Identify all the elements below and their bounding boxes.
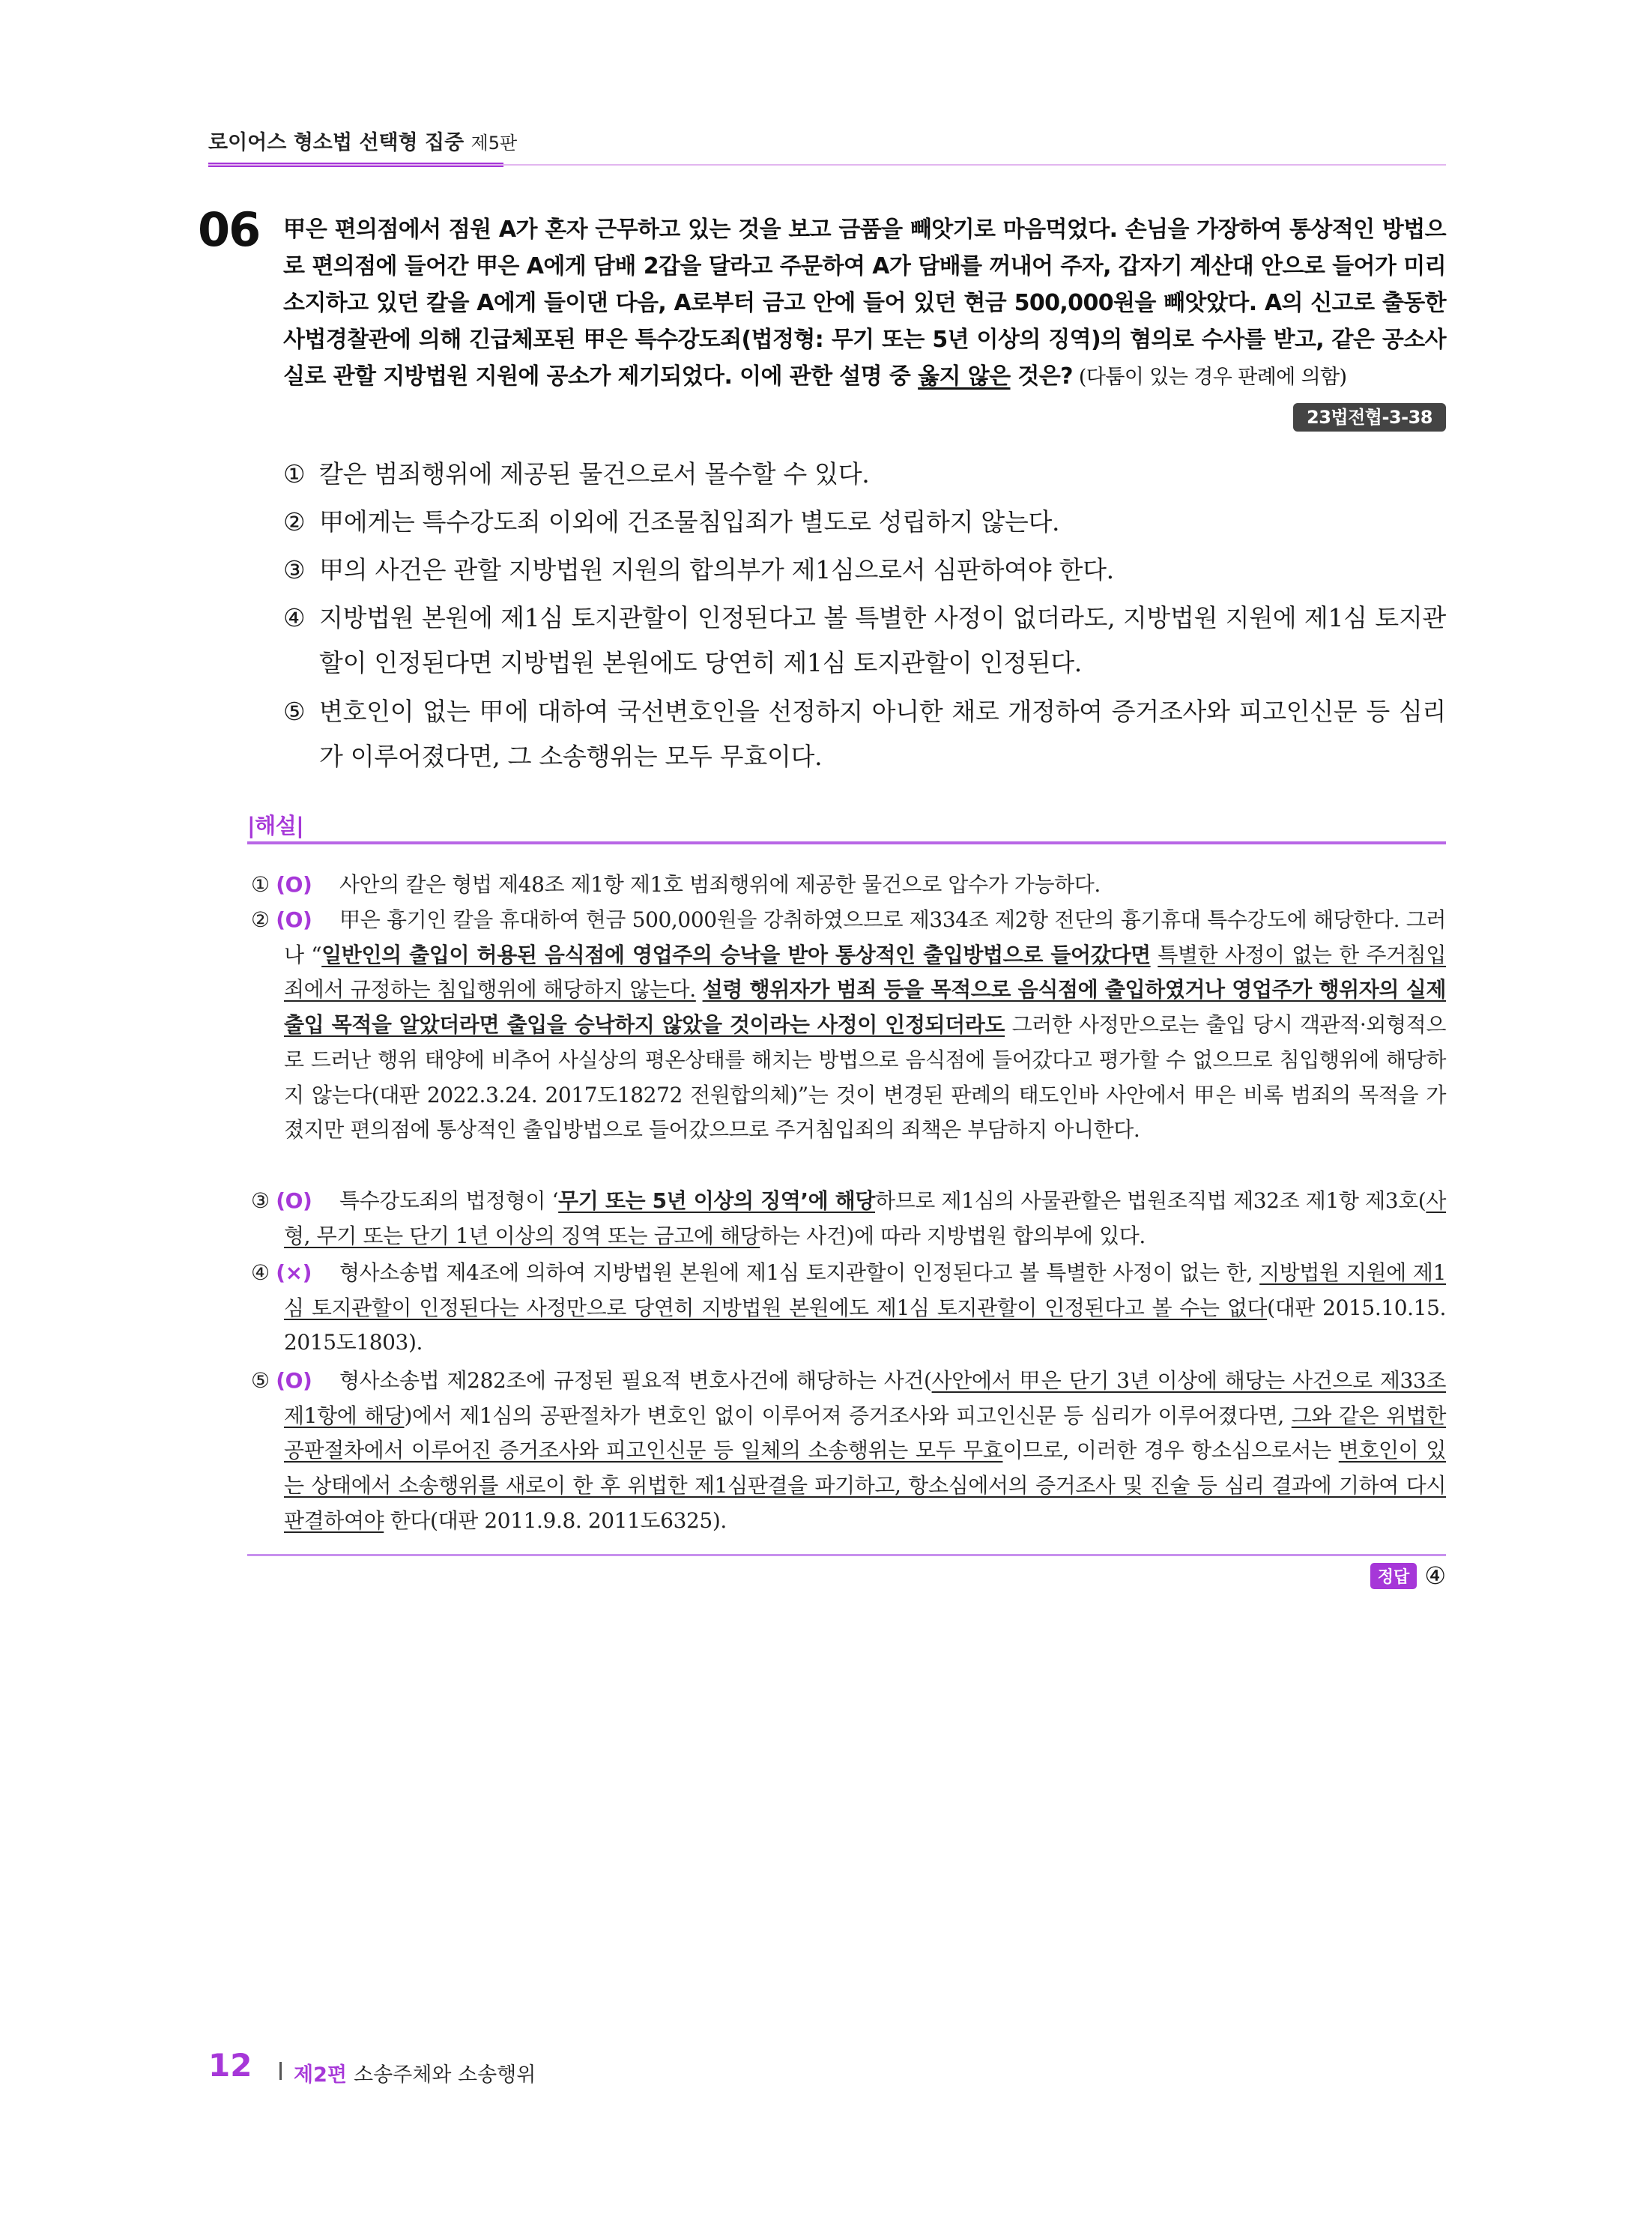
explanation-title: |해설| [247, 813, 304, 838]
option-2 [283, 500, 1446, 545]
explanation-top-rule [247, 841, 1446, 844]
body-text: )에서 제1심의 공판절차가 변호인 없이 이루어져 증거조사와 피고인신문 등 심리가 이루어졌다면, [404, 1403, 1292, 1428]
edition-label: 제5판 [471, 133, 518, 154]
body-text: 甲은 흉기인 칼을 휴대하여 현금 500,000원을 강취하였으므로 제334조 제2항 전단의 흉기휴대 특수강도에 해당한다. 그러나 “ [284, 907, 1446, 967]
source-badge: 23법전협-3-38 [1293, 403, 1446, 432]
correct-mark: (O) [276, 872, 312, 897]
option-text: 甲의 사건은 관할 지방법원 지원의 합의부가 제1심으로서 심판하여야 한다. [319, 555, 1114, 584]
explanation-number: ④ [251, 1260, 270, 1285]
option-text: 甲에게는 특수강도죄 이외에 건조물침입죄가 별도로 성립하지 않는다. [319, 507, 1060, 536]
correct-mark: (O) [276, 907, 312, 932]
underlined-text: 사형, 무기 또는 단기 1년 이상의 징역 또는 금고에 해당 [284, 1188, 1446, 1248]
footer-separator [279, 2062, 282, 2080]
body-text [1151, 943, 1158, 967]
underlined-text: 설령 행위자가 범죄 등을 목적으로 음식점에 출입하였거나 영업주가 행위자의 실제 출입 목적을 알았더라면 출입을 승낙하지 않았을 것이라는 사정이 인정되더라도 [284, 977, 1446, 1038]
underlined-text: 무기 또는 5년 이상의 징역’에 해당 [558, 1188, 876, 1213]
footer-chapter-title: 소송주체와 소송행위 [354, 2063, 536, 2087]
option-text: 지방법원 본원에 제1심 토지관할이 인정된다고 볼 특별한 사정이 없더라도, 지방법원 지원에 제1심 토지관할이 인정된다면 지방법원 본원에도 당연히 제1심 토지관할이 인정된다. [319, 603, 1446, 677]
header-divider [208, 164, 1446, 166]
body-text: 이므로, 이러한 경우 항소심으로서는 [1002, 1438, 1339, 1463]
running-header [208, 126, 517, 155]
explanation-body [251, 868, 1446, 903]
underlined-text: 변호인이 있는 상태에서 소송행위를 새로이 한 후 위법한 제1심판결을 파기하고, 항소심에서의 증거조사 및 진술 등 심리 결과에 기하여 다시 판결하여야 [284, 1438, 1446, 1533]
explanation-item-1 [251, 868, 1446, 903]
explanation-number: ① [251, 872, 270, 897]
explanation-body [251, 903, 1446, 1148]
body-text: 형사소송법 제282조에 규정된 필요적 변호사건에 해당하는 사건( [339, 1368, 932, 1393]
option-number: ⑤ [283, 697, 306, 726]
underlined-text: 일반인의 출입이 허용된 음식점에 영업주의 승낙을 받아 통상적인 출입방법으로 들어갔다면 [321, 942, 1151, 967]
option-1 [283, 452, 1446, 497]
underlined-text: 특별한 사정이 없는 한 주거침입죄에서 규정하는 침입행위에 해당하지 않는다. [284, 942, 1446, 1002]
body-text: 그러한 사정만으로는 출입 당시 객관적·외형적으로 드러난 행위 태양에 비추어 사실상의 평온상태를 해치는 방법으로 음식점에 들어갔다고 평가할 수 없으므로 침입행위에 해당하지 않는다(대판 2022.3.24. 2017도18272 전원합의체)”는 것이 변경된 판례의 태도인바 사안에서 甲은 비록 범죄의 목적을 가졌지만 편의점에 통상적인 출입방법으로 들어갔으므로 주거침입죄의 죄책은 부담하지 아니한다. [284, 1012, 1446, 1143]
option-number: ④ [283, 603, 306, 632]
question-text-end: 것은? [1010, 363, 1073, 390]
underlined-text: 사안에서 甲은 단기 3년 이상에 해당는 사건으로 제33조 제1항에 해당 [284, 1368, 1446, 1428]
body-text: 하는 사건)에 따라 지방법원 합의부에 있다. [760, 1223, 1146, 1248]
footer-part-label: 제2편 [294, 2063, 347, 2087]
question-stem [283, 211, 1446, 396]
question-note: (다툼이 있는 경우 판례에 의함) [1072, 366, 1347, 389]
body-text [696, 977, 703, 1002]
answer-label: 정답 [1370, 1563, 1417, 1589]
option-number: ② [283, 507, 306, 536]
underlined-text: 그와 같은 위법한 공판절차에서 이루어진 증거조사와 피고인신문 등 일체의 소송행위는 모두 무효 [284, 1403, 1446, 1463]
explanation-item-5 [251, 1364, 1446, 1539]
answer-value: ④ [1424, 1561, 1446, 1590]
book-series-title: 로이어스 형소법 선택형 집중 [208, 131, 465, 154]
underlined-text: 지방법원 지원에 제1심 토지관할이 인정된다는 사정만으로 당연히 지방법원 본원에도 제1심 토지관할이 인정된다고 볼 수는 없다 [284, 1260, 1446, 1320]
body-text: 한다(대판 2011.9.8. 2011도6325). [384, 1507, 727, 1533]
option-number: ③ [283, 555, 306, 584]
answer-box [1370, 1561, 1446, 1590]
body-text: 사안의 칼은 형법 제48조 제1항 제1호 범죄행위에 제공한 물건으로 압수가 가능하다. [339, 872, 1101, 897]
explanation-item-2 [251, 903, 1446, 1148]
question-text: 甲은 편의점에서 점원 A가 혼자 근무하고 있는 것을 보고 금품을 빼앗기로 마음먹었다. 손님을 가장하여 통상적인 방법으로 편의점에 들어간 甲은 A에게 담배 2갑을 달라고 주문하여 A가 담배를 꺼내어 주자, 갑자기 계산대 안으로 들어가 미리 소지하고 있던 칼을 A에게 들이댄 다음, A로부터 금고 안에 들어 있던 현금 500,000원을 빼앗았다. A의 신고로 출동한 사법경찰관에 의해 긴급체포된 甲은 특수강도죄(법정형: 무기 또는 5년 이상의 징역)의 혐의로 수사를 받고, 같은 공소사실로 관할 지방법원 지원에 공소가 제기되었다. 이에 관한 설명 중 [283, 217, 1446, 390]
body-text: 형사소송법 제4조에 의하여 지방법원 본원에 제1심 토지관할이 인정된다고 볼 특별한 사정이 없는 한, [339, 1260, 1260, 1285]
option-5 [283, 689, 1446, 779]
option-number: ① [283, 459, 306, 489]
incorrect-mark: (×) [276, 1260, 312, 1285]
option-text: 변호인이 없는 甲에 대하여 국선변호인을 선정하지 아니한 채로 개정하여 증거조사와 피고인신문 등 심리가 이루어졌다면, 그 소송행위는 모두 무효이다. [319, 697, 1446, 771]
explanation-number: ③ [251, 1188, 270, 1213]
correct-mark: (O) [276, 1188, 312, 1213]
body-text: 특수강도죄의 법정형이 ‘ [339, 1188, 559, 1213]
option-4 [283, 596, 1446, 686]
explanation-number: ⑤ [251, 1368, 270, 1393]
explanation-body [251, 1364, 1446, 1539]
page-number: 12 [208, 2047, 252, 2084]
explanation-item-4 [251, 1256, 1446, 1361]
question-emphasis: 옳지 않은 [918, 363, 1011, 390]
body-text: (대판 2015.10.15. 2015도1803). [284, 1295, 1446, 1355]
explanation-body [251, 1256, 1446, 1361]
explanation-number: ② [251, 907, 270, 932]
option-text: 칼은 범죄행위에 제공된 물건으로서 몰수할 수 있다. [319, 459, 870, 489]
explanation-bottom-rule [247, 1554, 1446, 1556]
explanation-item-3 [251, 1184, 1446, 1253]
correct-mark: (O) [276, 1368, 312, 1393]
explanation-body [251, 1184, 1446, 1253]
question-number: 06 [198, 202, 260, 257]
body-text: 하므로 제1심의 사물관할은 법원조직법 제32조 제1항 제3호( [875, 1188, 1426, 1213]
option-3 [283, 548, 1446, 593]
